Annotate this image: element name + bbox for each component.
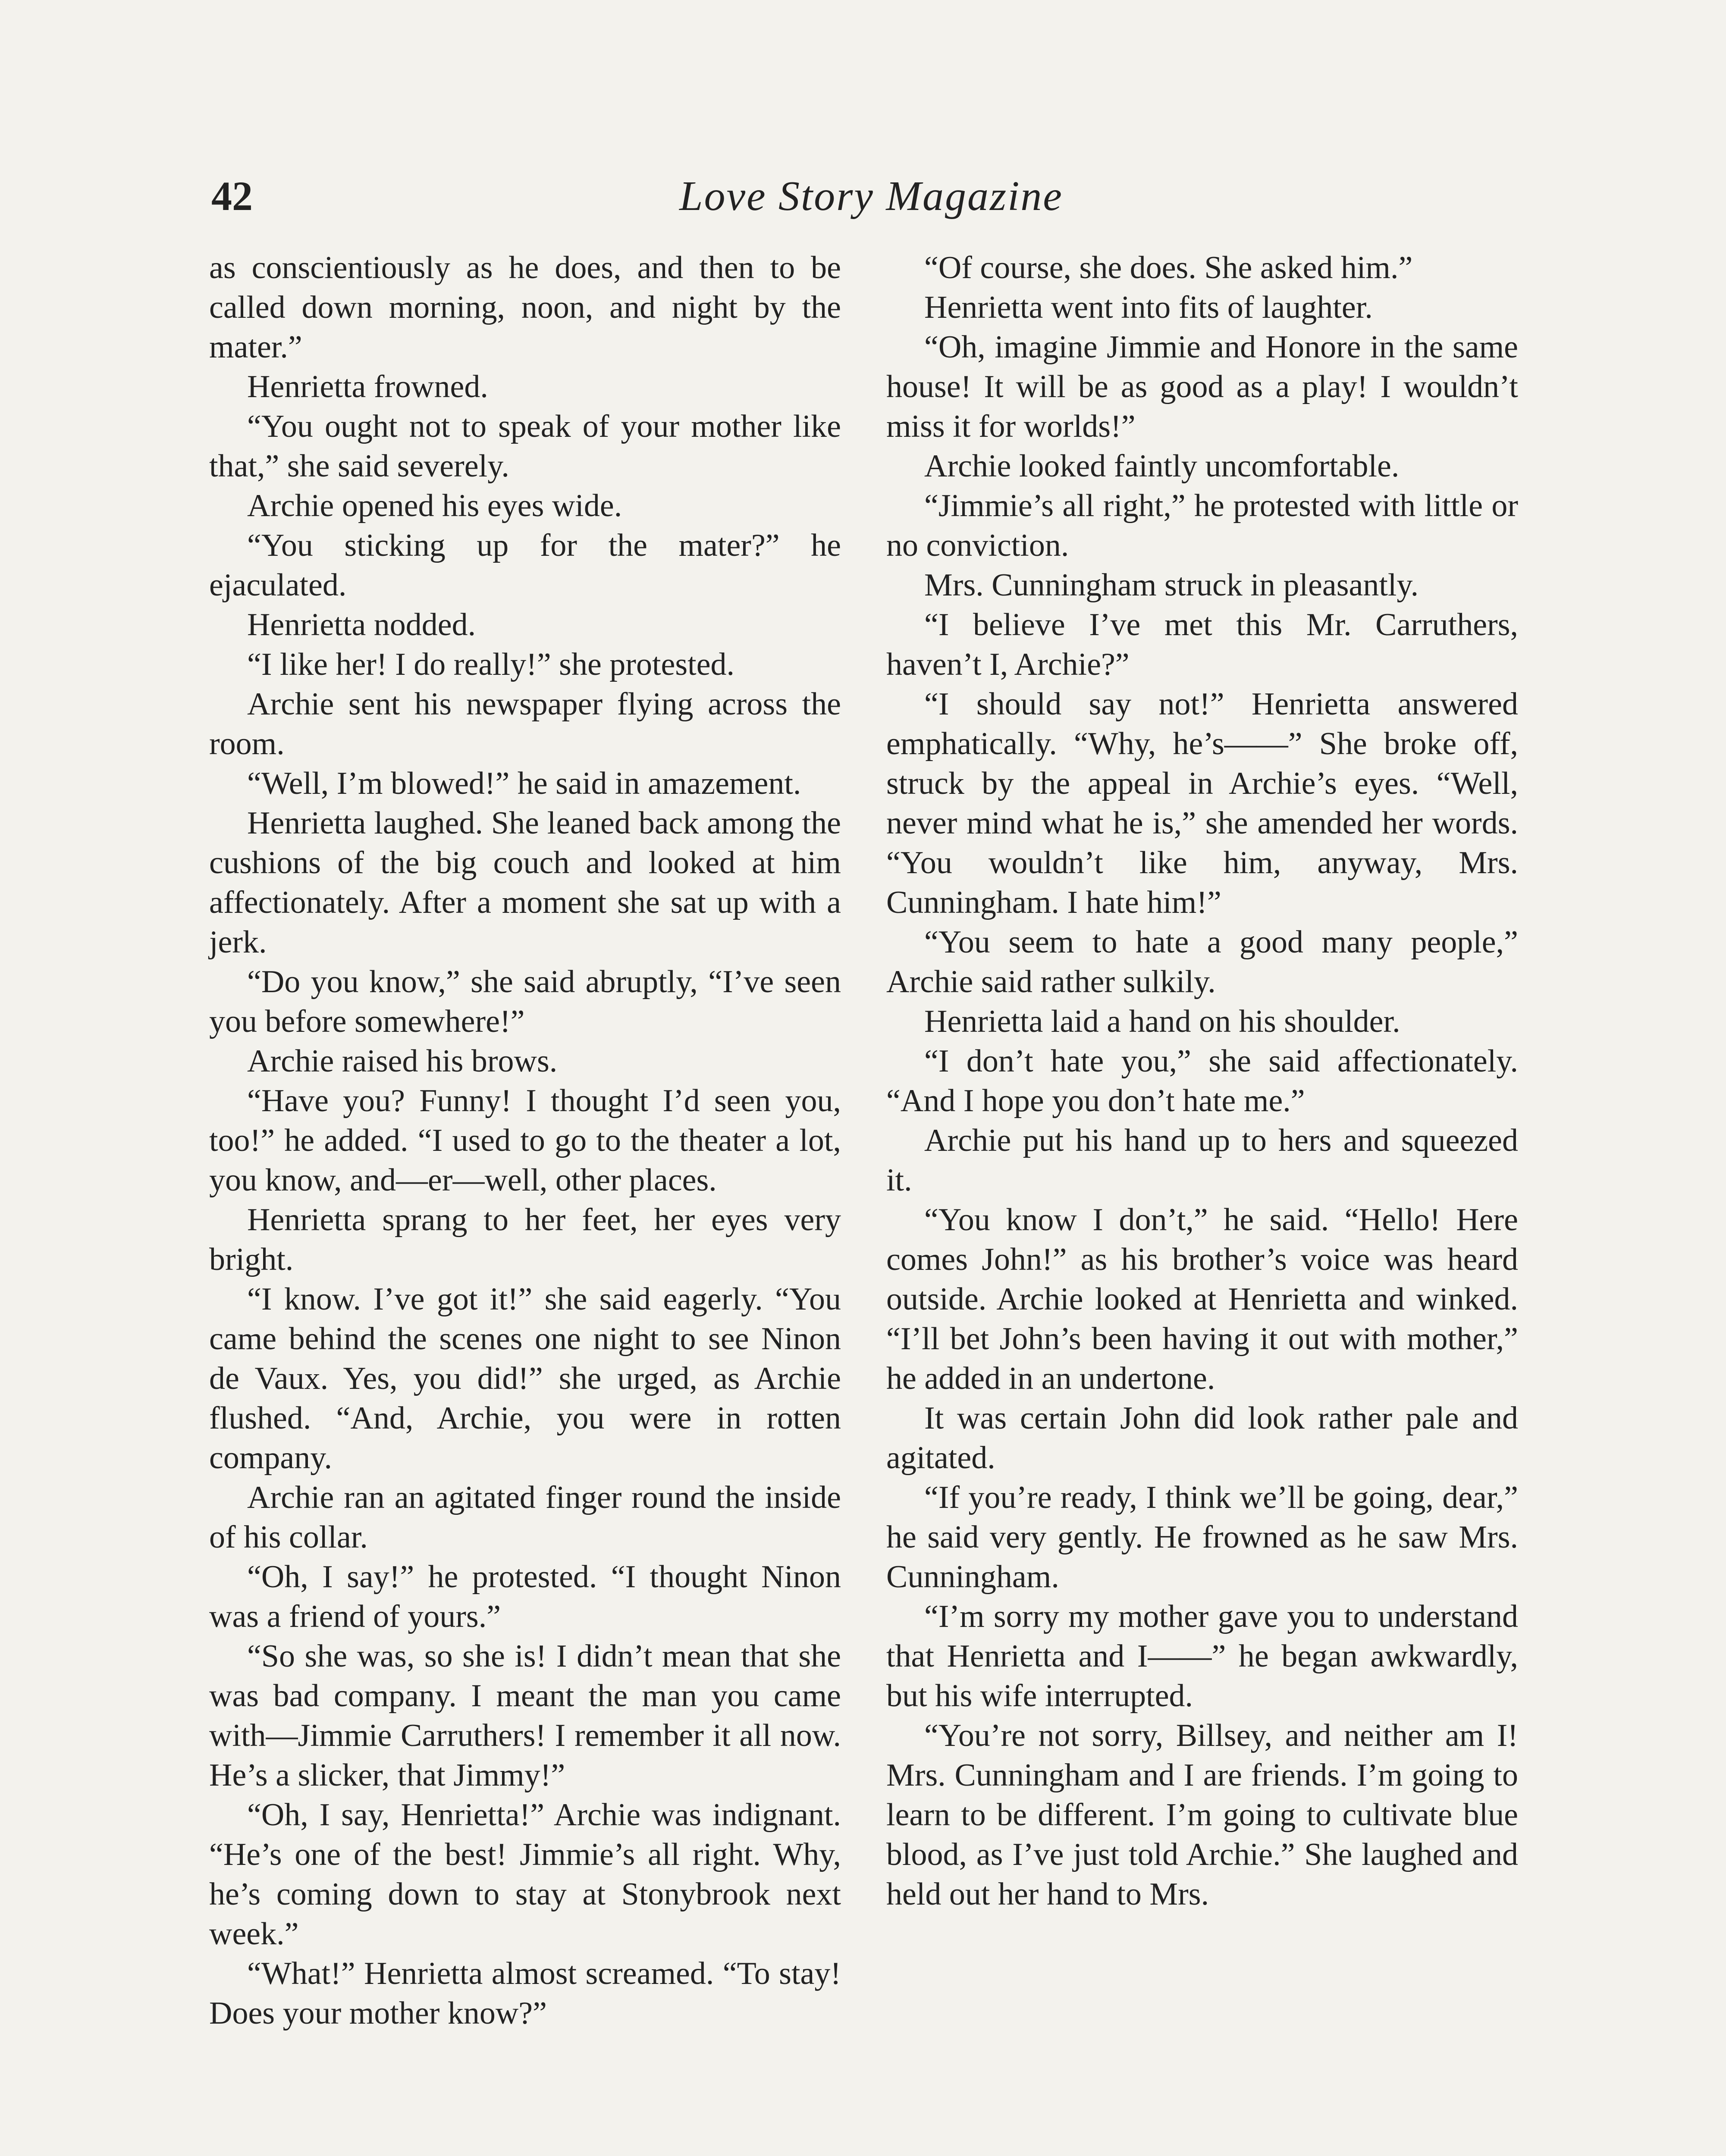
paragraph: Henrietta nodded. <box>247 607 476 642</box>
running-title: Love Story Magazine <box>679 173 1063 219</box>
page-header <box>211 166 1531 226</box>
paragraph: “You’re not sorry, Billsey, and neither am I! Mrs. Cunningham and I are friends. I’m going to learn to be different. I’m going to cultivate blue blood, as I’ve just told Archie.” She laughed and held out her hand to Mrs. <box>886 1718 1518 1912</box>
paragraph: “Well, I’m blowed!” he said in amazement. <box>247 766 801 801</box>
paragraph: Henrietta sprang to her feet, her eyes very bright. <box>209 1202 841 1277</box>
paragraph: “Do you know,” she said abruptly, “I’ve seen you before somewhere!” <box>209 964 841 1039</box>
paragraph: Archie looked faintly uncomfortable. <box>924 448 1400 484</box>
paragraph: “What!” Henrietta almost screamed. “To stay! Does your mother know?” <box>209 1956 841 2031</box>
paragraph: “I believe I’ve met this Mr. Carruthers, haven’t I, Archie?” <box>886 607 1518 682</box>
paragraph: “If you’re ready, I think we’ll be going, dear,” he said very gently. He frowned as he saw Mrs. Cunningham. <box>886 1480 1518 1595</box>
right-text-column <box>886 248 1518 1914</box>
paragraph: as conscientiously as he does, and then to be called down morning, noon, and night by the mater.” <box>209 250 841 365</box>
paragraph: “I don’t hate you,” she said affectionately. “And I hope you don’t hate me.” <box>886 1044 1518 1119</box>
page-number: 42 <box>211 173 253 219</box>
paragraph: “You know I don’t,” he said. “Hello! Here comes John!” as his brother’s voice was heard outside. Archie looked at Henrietta and winked. “I’ll bet John’s been having it out with mother,” he added in an undertone. <box>886 1202 1518 1396</box>
paragraph: “You ought not to speak of your mother like that,” she said severely. <box>209 409 841 484</box>
paragraph: “I like her! I do really!” she protested. <box>247 647 735 682</box>
paragraph: Henrietta laid a hand on his shoulder. <box>924 1004 1400 1039</box>
paragraph: “Jimmie’s all right,” he protested with little or no conviction. <box>886 488 1518 563</box>
paragraph: “Oh, imagine Jimmie and Honore in the same house! It will be as good as a play! I wouldn’t miss it for worlds!” <box>886 329 1518 444</box>
paragraph: Archie sent his newspaper flying across the room. <box>209 686 841 761</box>
paragraph: Archie raised his brows. <box>247 1044 558 1079</box>
paragraph: “I should say not!” Henrietta answered emphatically. “Why, he’s——” She broke off, struck by the appeal in Archie’s eyes. “Well, never mind what he is,” she amended her words. “You wouldn’t like him, anyway, Mrs. Cunningham. I hate him!” <box>886 686 1518 920</box>
paragraph: Archie put his hand up to hers and squeezed it. <box>886 1123 1518 1198</box>
paragraph: Mrs. Cunningham struck in pleasantly. <box>924 567 1419 603</box>
paragraph: “You seem to hate a good many people,” Archie said rather sulkily. <box>886 924 1518 1000</box>
paragraph: Henrietta laughed. She leaned back among the cushions of the big couch and looked at him affectionately. After a moment she sat up with a jerk. <box>209 805 841 960</box>
paragraph: “So she was, so she is! I didn’t mean that she was bad company. I meant the man you came with—Jimmie Carruthers! I remember it all now. He’s a slicker, that Jimmy!” <box>209 1639 841 1793</box>
paragraph: “Have you? Funny! I thought I’d seen you, too!” he added. “I used to go to the theater a lot, you know, and—er—well, other places. <box>209 1083 841 1198</box>
paragraph: Archie ran an agitated finger round the inside of his collar. <box>209 1480 841 1555</box>
paragraph: “Oh, I say, Henrietta!” Archie was indignant. “He’s one of the best! Jimmie’s all right. Why, he’s coming down to stay at Stonybrook next week.” <box>209 1797 841 1952</box>
paragraph: It was certain John did look rather pale and agitated. <box>886 1401 1518 1476</box>
paragraph: “Of course, she does. She asked him.” <box>924 250 1413 285</box>
left-text-column <box>209 248 841 2033</box>
paragraph: “I know. I’ve got it!” she said eagerly. “You came behind the scenes one night to see Ninon de Vaux. Yes, you did!” she urged, as Archie flushed. “And, Archie, you were in rotten company. <box>209 1282 841 1476</box>
paragraph: Henrietta frowned. <box>247 369 488 404</box>
paragraph: Henrietta went into fits of laughter. <box>924 290 1373 325</box>
paragraph: “Oh, I say!” he protested. “I thought Ninon was a friend of yours.” <box>209 1559 841 1634</box>
paragraph: “You sticking up for the mater?” he ejaculated. <box>209 528 841 603</box>
paragraph: Archie opened his eyes wide. <box>247 488 622 523</box>
paragraph: “I’m sorry my mother gave you to understand that Henrietta and I——” he began awkwardly, but his wife interrupted. <box>886 1599 1518 1714</box>
